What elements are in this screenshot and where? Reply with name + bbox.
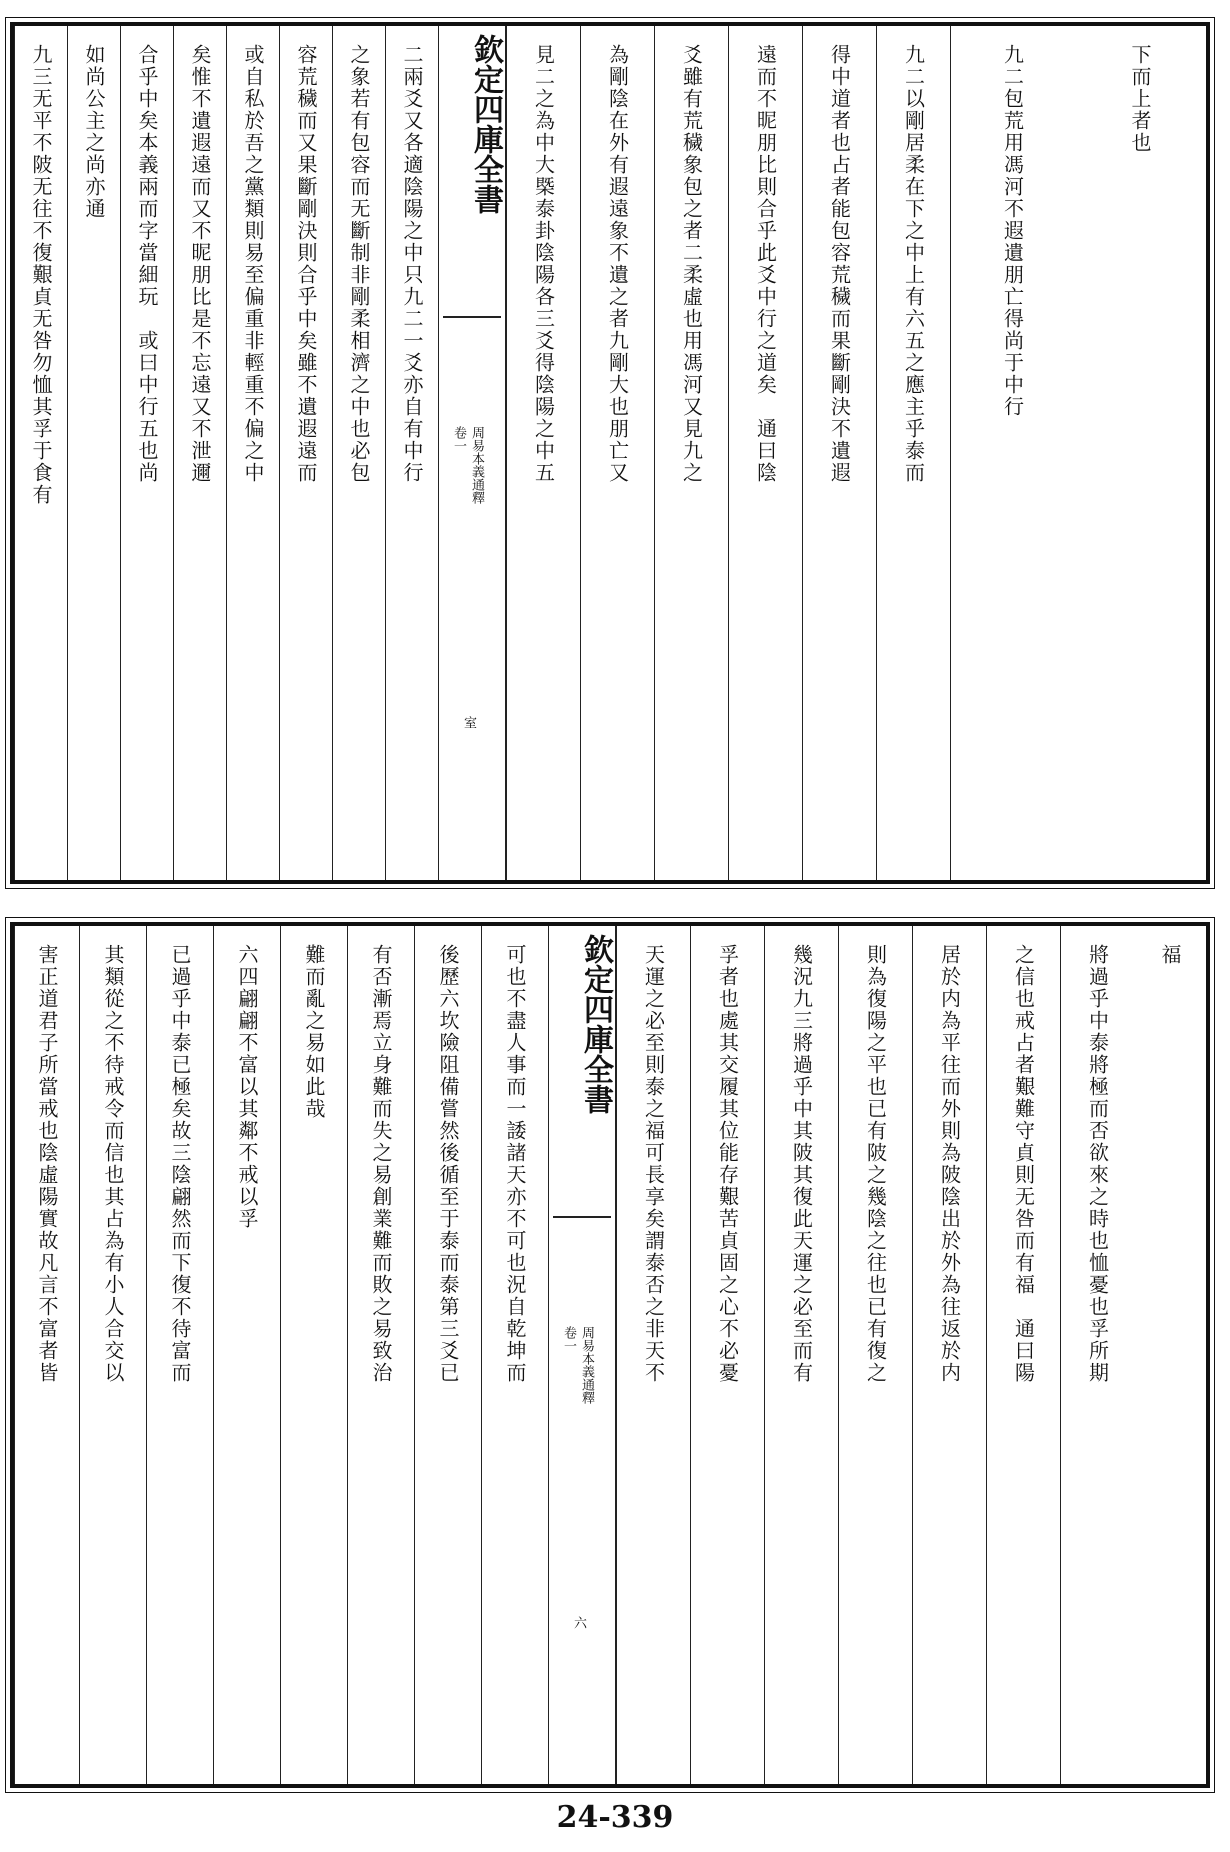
book-title: 欽定四庫全書 (578, 934, 613, 1114)
column-text: 其類從之不待戒令而信也其占為有小人合交以 (101, 944, 125, 1384)
column-text: 矣惟不遺遐遠而又不昵朋比是不忘遠又不泄邇 (188, 44, 212, 484)
text-column (950, 26, 1074, 880)
text-column (280, 926, 347, 1784)
text-column (1134, 926, 1206, 1784)
text-column (1074, 26, 1206, 880)
text-column (616, 926, 690, 1784)
bottom-leaf (10, 922, 1210, 1788)
column-text: 已過乎中泰已極矣故三陰翩然而下復不待富而 (168, 944, 192, 1384)
column-text: 孚者也處其交履其位能存艱苦貞固之心不必憂 (715, 944, 740, 1384)
text-column (728, 26, 802, 880)
fold-margin (548, 926, 616, 1784)
text-column (580, 26, 654, 880)
column-text: 將過乎中泰將極而否欲來之時也恤憂也孚所期 (1085, 944, 1110, 1384)
column-text: 九二包荒用馮河不遐遺朋亡得尚于中行 (1000, 44, 1025, 418)
column-text: 二兩爻又各適陰陽之中只九二一爻亦自有中行 (400, 44, 424, 484)
column-text: 之信也戒占者艱難守貞則无咎而有福 通曰陽 (1011, 944, 1036, 1384)
text-column (506, 26, 580, 880)
leaf-number: 六 (571, 1616, 586, 1629)
text-column (279, 26, 332, 880)
column-text: 爻雖有荒穢象包之者二柔虛也用馮河又見九之 (679, 44, 704, 484)
text-column (764, 926, 838, 1784)
column-text: 福 (1158, 944, 1182, 966)
column-text: 得中道者也占者能包容荒穢而果斷剛決不遺遐 (827, 44, 852, 484)
text-column (986, 926, 1060, 1784)
text-column (385, 26, 438, 880)
text-column (213, 926, 280, 1784)
text-column (14, 26, 67, 880)
juan-label: 卷一 (451, 426, 466, 452)
column-text: 下而上者也 (1128, 44, 1152, 154)
juan-label: 卷一 (561, 1326, 576, 1352)
text-column (481, 926, 548, 1784)
column-text: 遠而不昵朋比則合乎此爻中行之道矣 通曰陰 (753, 44, 778, 484)
column-text: 九二以剛居柔在下之中上有六五之應主乎泰而 (901, 44, 926, 484)
book-title: 欽定四庫全書 (468, 34, 503, 214)
text-column (332, 26, 385, 880)
text-column (690, 926, 764, 1784)
text-column (146, 926, 213, 1784)
column-text: 為剛陰在外有遐遠象不遺之者九剛大也朋亡又 (605, 44, 630, 484)
column-text: 合乎中矣本義兩而字當細玩 或曰中行五也尚 (135, 44, 159, 484)
leaf-number: 室 (461, 716, 476, 729)
column-text: 容荒穢而又果斷剛決則合乎中矣雖不遺遐遠而 (294, 44, 318, 484)
text-column (876, 26, 950, 880)
column-text: 居於内為平往而外則為陂陰出於外為往返於内 (937, 944, 962, 1384)
column-text: 後歷六坎險阻備嘗然後循至于泰而泰第三爻已 (436, 944, 460, 1384)
text-column (67, 26, 120, 880)
column-text: 六四翩翩不富以其鄰不戒以孚 (235, 944, 259, 1230)
page-number: 24-339 (556, 1800, 674, 1835)
text-column (912, 926, 986, 1784)
fold-margin (438, 26, 506, 880)
text-column (838, 926, 912, 1784)
column-text: 如尚公主之尚亦通 (82, 44, 106, 220)
book-subtitle: 周易本義通釋 (579, 1326, 594, 1404)
book-subtitle: 周易本義通釋 (469, 426, 484, 504)
text-column (654, 26, 728, 880)
text-column (1060, 926, 1134, 1784)
text-column (226, 26, 279, 880)
text-column (802, 26, 876, 880)
top-leaf (10, 22, 1210, 884)
column-text: 難而亂之易如此哉 (302, 944, 326, 1120)
fish-tail-divider (553, 1216, 611, 1218)
text-column (414, 926, 481, 1784)
column-text: 之象若有包容而无斷制非剛柔相濟之中也必包 (347, 44, 371, 484)
column-text: 害正道君子所當戒也陰虛陽實故凡言不富者皆 (35, 944, 59, 1384)
column-text: 有否漸焉立身難而失之易創業難而敗之易致治 (369, 944, 393, 1384)
text-column (14, 926, 79, 1784)
text-column (347, 926, 414, 1784)
column-text: 幾況九三將過乎中其陂其復此天運之必至而有 (789, 944, 814, 1384)
fish-tail-divider (443, 316, 501, 318)
text-column (173, 26, 226, 880)
column-text: 可也不盡人事而一諉諸天亦不可也況自乾坤而 (503, 944, 527, 1384)
column-text: 天運之必至則泰之福可長享矣謂泰否之非天不 (641, 944, 666, 1384)
column-text: 則為復陽之平也已有陂之幾陰之往也已有復之 (863, 944, 888, 1384)
text-column (120, 26, 173, 880)
column-text: 見二之為中大槩泰卦陰陽各三爻得陰陽之中五 (531, 44, 556, 484)
column-text: 或自私於吾之黨類則易至偏重非輕重不偏之中 (241, 44, 265, 484)
column-text: 九三无平不陂无往不復艱貞无咎勿恤其孚于食有 (29, 44, 53, 506)
text-column (79, 926, 146, 1784)
